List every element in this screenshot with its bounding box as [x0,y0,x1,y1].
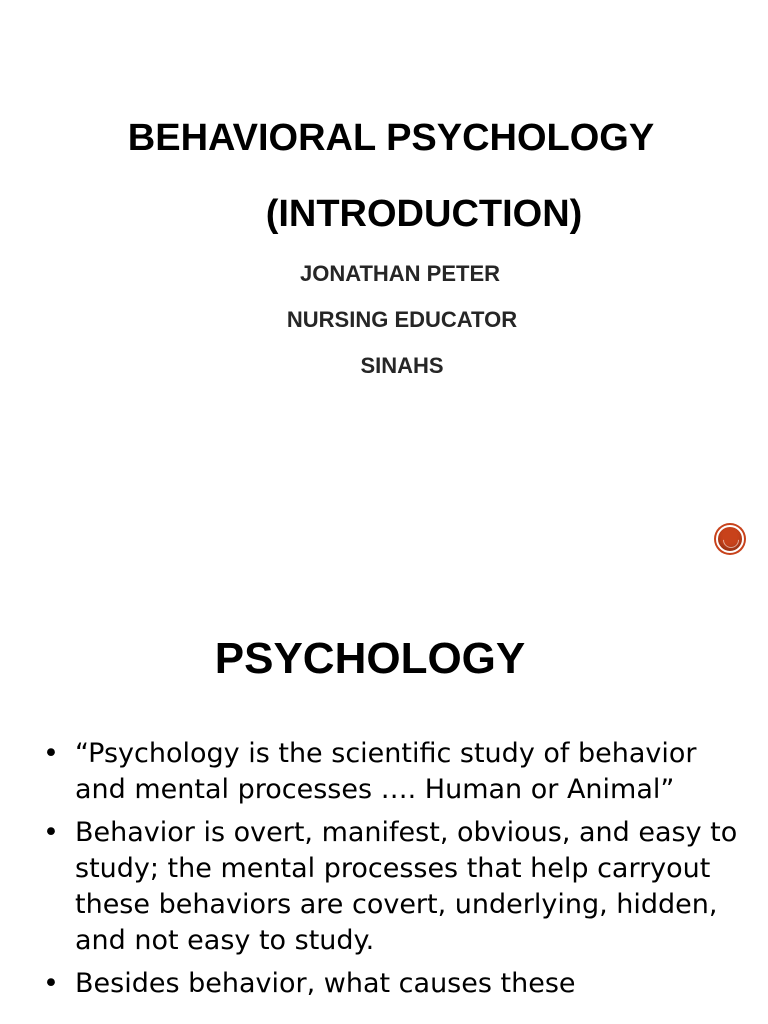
bullet-list [0,736,768,1009]
bullet-icon: • [43,968,59,999]
next-slide-button[interactable] [716,525,744,553]
author-name: JONATHAN PETER [299,261,501,286]
bullet-text: Behavior is overt, manifest, obvious, and easy to study; the mental processes that help carryout these behaviors are covert, underlying, hidden, and not easy to study. [75,817,738,956]
author-role: NURSING EDUCATOR [286,307,518,332]
circle-navigation-icon [720,529,743,552]
bullet-icon: • [43,817,59,848]
bullet-text: “Psychology is the scientific study of behavior and mental processes …. Human or Animal” [75,738,697,805]
bullet-item [0,966,768,1002]
slide-2-title: PSYCHOLOGY [214,634,526,683]
bullet-icon: • [43,738,59,769]
slide-title-line-1: BEHAVIORAL PSYCHOLOGY [127,117,655,159]
bullet-text: Besides behavior, what causes these [75,968,576,999]
bullet-item [0,736,768,808]
slide-title-line-2: (INTRODUCTION) [265,193,583,235]
bullet-item [0,815,768,959]
author-organization: SINAHS [360,353,444,378]
